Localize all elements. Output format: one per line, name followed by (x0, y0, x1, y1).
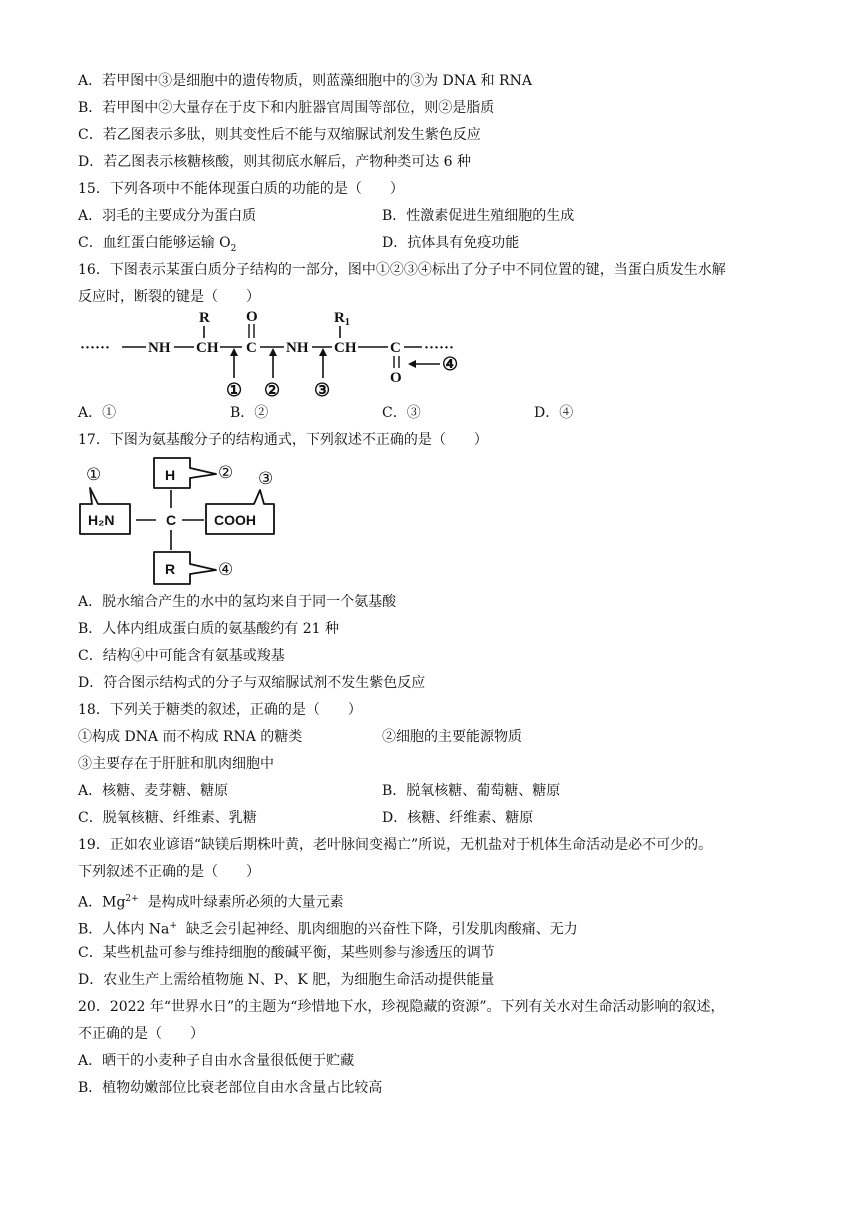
q14-option-a: A．若甲图中③是细胞中的遗传物质，则蓝藻细胞中的③为 DNA 和 RNA (78, 73, 532, 89)
q18-option-a: A．核糖、麦芽糖、糖原 (78, 783, 229, 799)
q15-option-b: B．性激素促进生殖细胞的生成 (382, 208, 575, 224)
ch-group-2: CH (334, 340, 357, 356)
q16-option-c: C．③ (382, 405, 421, 421)
hydrogen: H (165, 467, 176, 483)
nh-group-1: NH (148, 340, 171, 356)
chain-right: ······ (424, 340, 455, 356)
oxygen-1: O (246, 309, 258, 325)
bond-marker-4: ④ (442, 354, 459, 374)
central-carbon: C (166, 512, 177, 528)
q15-option-c: C．血红蛋白能够运输 $O_2$ (78, 235, 237, 254)
marker-2: ② (218, 463, 234, 482)
q18-stem: 18．下列关于糖类的叙述，正确的是（ ） (78, 702, 362, 718)
q18-option-b: B．脱氧核糖、葡萄糖、糖原 (382, 783, 561, 799)
q20-option-b: B．植物幼嫩部位比衰老部位自由水含量占比较高 (78, 1080, 383, 1096)
bond-marker-2: ② (264, 380, 281, 400)
q16-stem-line2: 反应时，断裂的键是（ ） (78, 289, 260, 305)
q14-option-d: D．若乙图表示核糖核酸，则其彻底水解后，产物种类可达 6 种 (78, 154, 472, 170)
q16-stem-line1: 16．下图表示某蛋白质分子结构的一部分，图中①②③④标出了分子中不同位置的键，当蛋白质发生水解 (78, 262, 726, 278)
q15-option-a: A．羽毛的主要成分为蛋白质 (78, 208, 257, 224)
marker-1: ① (86, 465, 102, 484)
marker-4: ④ (218, 560, 234, 579)
q15-stem: 15．下列各项中不能体现蛋白质的功能的是（ ） (78, 181, 404, 197)
r-group: R (199, 310, 210, 326)
q18-option-c: C．脱氧核糖、纤维素、乳糖 (78, 810, 257, 826)
amino-acid-structure-diagram (78, 454, 288, 588)
q17-stem: 17．下图为氨基酸分子的结构通式，下列叙述不正确的是（ ） (78, 432, 488, 448)
bond-marker-1: ① (226, 380, 243, 400)
carbonyl-c-2: C (390, 340, 401, 356)
carbonyl-c-1: C (246, 340, 257, 356)
bond-marker-3: ③ (314, 380, 331, 400)
q14-option-c: C．若乙图表示多肽，则其变性后不能与双缩脲试剂发生紫色反应 (78, 127, 481, 143)
q19-stem-line1: 19．正如农业谚语“缺镁后期株叶黄，老叶脉间变褐亡”所说，无机盐对于机体生命活动是必不可少的。 (78, 837, 713, 853)
marker-3: ③ (258, 469, 274, 488)
q16-option-d: D．④ (534, 405, 574, 421)
q18-option-d: D．核糖、纤维素、糖原 (382, 810, 534, 826)
q20-option-a: A．晒干的小麦种子自由水含量很低便于贮藏 (78, 1053, 355, 1069)
r-side-chain: R (165, 561, 176, 577)
amino-group: H₂N (88, 512, 115, 528)
q16-option-a: A．① (78, 405, 117, 421)
q17-option-c: C．结构④中可能含有氨基或羧基 (78, 648, 285, 664)
q16-option-b: B．② (230, 405, 269, 421)
q19-stem-line2: 下列叙述不正确的是（ ） (78, 864, 260, 880)
q19-option-d: D．农业生产上需给植物施 N、P、K 肥，为细胞生命活动提供能量 (78, 972, 495, 988)
r1-group: $R_1$ (334, 310, 350, 328)
q15-option-d: D．抗体具有免疫功能 (382, 235, 520, 251)
q18-statement-1: ①构成 DNA 而不构成 RNA 的糖类 (78, 729, 303, 745)
q17-option-b: B．人体内组成蛋白质的氨基酸约有 21 种 (78, 621, 340, 637)
q20-stem-line2: 不正确的是（ ） (78, 1026, 204, 1042)
q20-stem-line1: 20．2022 年“世界水日”的主题为“珍惜地下水，珍视隐藏的资源”。下列有关水对生命活动影响的叙述， (78, 999, 725, 1015)
q18-statement-2: ②细胞的主要能源物质 (382, 729, 522, 745)
carboxyl-group: COOH (214, 512, 256, 528)
q14-option-b: B．若甲图中②大量存在于皮下和内脏器官周围等部位，则②是脂质 (78, 100, 495, 116)
q19-option-c: C．某些机盐可参与维持细胞的酸碱平衡，某些则参与渗透压的调节 (78, 945, 495, 961)
peptide-bond-diagram (78, 308, 478, 400)
chain-left: ······ (80, 340, 111, 356)
q19-option-a: A．$Mg^{2+}$ 是构成叶绿素所必须的大量元素 (78, 894, 344, 911)
q17-option-d: D．符合图示结构式的分子与双缩脲试剂不发生紫色反应 (78, 675, 426, 691)
q17-option-a: A．脱水缩合产生的水中的氢均来自于同一个氨基酸 (78, 594, 397, 610)
nh-group-2: NH (286, 340, 309, 356)
ch-group-1: CH (196, 340, 219, 356)
q19-option-b: B．人体内 Na+ 缺乏会引起神经、肌肉细胞的兴奋性下降，引发肌肉酸痛、无力 (78, 921, 578, 938)
oxygen-2: O (390, 370, 402, 386)
q18-statement-3: ③主要存在于肝脏和肌肉细胞中 (78, 756, 274, 772)
